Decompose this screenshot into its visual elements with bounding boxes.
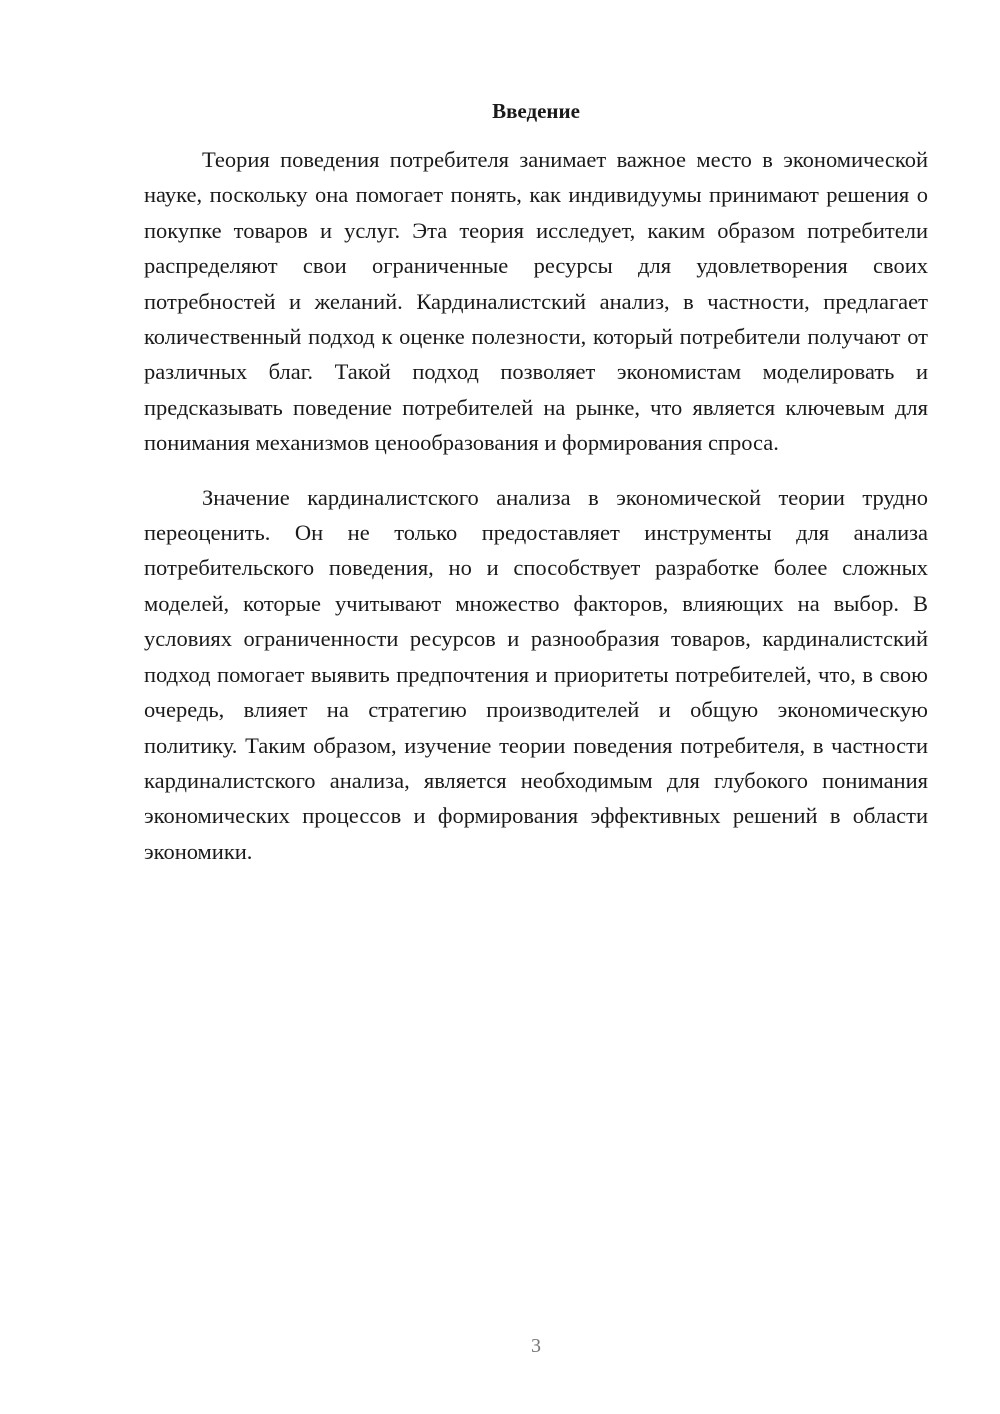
paragraph-1: Теория поведения потребителя занимает важное место в экономической науке, поскольку она помогает понять, как индивидуумы принимают решения о покупке товаров и услуг. Эта теория исследует, каким образом потребители распределяют свои ограниченные ресурсы для удовлетворения своих потребностей и желаний. Кардиналистский анализ, в частности, предлагает количественный подход к оценке полезности, который потребители получают от различных благ. Такой подход позволяет экономистам моделировать и предсказывать поведение потребителей на рынке, что является ключевым для понимания механизмов ценообразования и формирования спроса. bbox=[144, 147, 928, 456]
page-number: 3 bbox=[531, 1335, 541, 1357]
section-heading: Введение bbox=[492, 99, 580, 123]
body-text bbox=[144, 142, 928, 869]
paragraph-2: Значение кардиналистского анализа в экономической теории трудно переоценить. Он не только предоставляет инструменты для анализа потребительского поведения, но и способствует разработке более сложных моделей, которые учитывают множество факторов, влияющих на выбор. В условиях ограниченности ресурсов и разнообразия товаров, кардиналистский подход помогает выявить предпочтения и приоритеты потребителей, что, в свою очередь, влияет на стратегию производителей и общую экономическую политику. Таким образом, изучение теории поведения потребителя, в частности кардиналистского анализа, является необходимым для глубокого понимания экономических процессов и формирования эффективных решений в области экономики. bbox=[144, 484, 928, 864]
